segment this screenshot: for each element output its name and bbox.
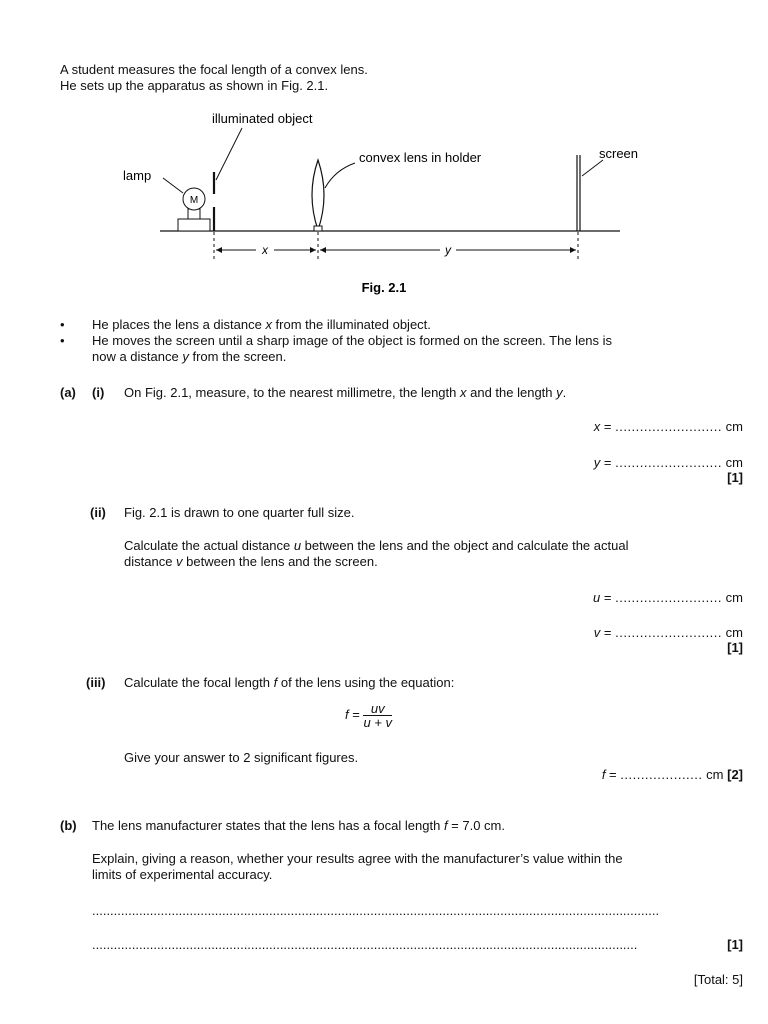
answer-y-field[interactable]: y = .......................... cm (593, 455, 743, 470)
answer-v-field[interactable]: v = .......................... cm (593, 625, 743, 640)
label-illuminated-object: illuminated object (212, 111, 313, 126)
dim-y-label: y (445, 243, 451, 257)
part-a-iii-label: (iii) (86, 675, 106, 690)
part-a-ii-question-2: Calculate the actual distance u between the lens and the object and calculate the actual (124, 538, 629, 553)
lamp-base (178, 219, 210, 231)
intro-line-2: He sets up the apparatus as shown in Fig. 2.1. (60, 78, 329, 93)
part-a-i-marks: [1] (727, 470, 743, 485)
answer-f-field[interactable]: f = .................... cm [2] (601, 767, 743, 782)
part-b-answer-line-1[interactable]: ............................................................................................................................................................. (92, 903, 660, 918)
bullet-2-line-1: He moves the screen until a sharp image of the object is formed on the screen. The lens is (92, 333, 613, 348)
dim-x-label: x (262, 243, 268, 257)
part-b-question-2: Explain, giving a reason, whether your results agree with the manufacturer’s value within the (92, 851, 623, 866)
label-convex-lens: convex lens in holder (359, 150, 482, 165)
dim-y-arrow-right (570, 247, 576, 253)
lens-pointer-line (325, 163, 355, 188)
bullet-1: He places the lens a distance x from the illuminated object. (92, 317, 431, 332)
part-a-ii-question-1: Fig. 2.1 is drawn to one quarter full size. (124, 505, 355, 520)
focal-length-equation: f = $\frac{uv}{u + v}$ (345, 701, 392, 730)
part-b-answer-line-2[interactable]: ....................................................................................................................................................... (92, 937, 638, 952)
total-marks: [Total: 5] (693, 972, 743, 987)
intro-line-1: A student measures the focal length of a convex lens. (60, 62, 368, 77)
bullet-dot-1: • (60, 317, 65, 332)
label-lamp: lamp (123, 168, 152, 183)
screen-pointer-line (582, 160, 603, 176)
part-b-marks: [1] (727, 937, 743, 952)
answer-x-field[interactable]: x = .......................... cm (593, 419, 743, 434)
part-b-question-1: The lens manufacturer states that the lens has a focal length f = 7.0 cm. (92, 818, 506, 833)
lens-holder (314, 226, 322, 231)
bullet-dot-2: • (60, 333, 65, 348)
apparatus-diagram (0, 100, 768, 300)
figure-caption: Fig. 2.1 (361, 280, 407, 295)
part-a-label: (a) (60, 385, 76, 400)
answer-u-field[interactable]: u = .......................... cm (593, 590, 743, 605)
part-a-ii-label: (ii) (90, 505, 106, 520)
part-a-iii-question: Calculate the focal length f of the lens using the equation: (124, 675, 455, 690)
dim-y-arrow-left (320, 247, 326, 253)
object-pointer-line (216, 128, 242, 180)
part-b-label: (b) (60, 818, 77, 833)
bulb-filament-label: M (189, 195, 199, 206)
part-a-ii-marks: [1] (727, 640, 743, 655)
convex-lens (312, 160, 324, 230)
part-a-ii-question-3: distance v between the lens and the screen. (124, 554, 378, 569)
label-screen: screen (599, 146, 639, 161)
part-a-i-label: (i) (92, 385, 105, 400)
dim-x-arrow-right (310, 247, 316, 253)
lamp-pointer-line (163, 178, 183, 193)
bullet-2-line-2: now a distance y from the screen. (92, 349, 287, 364)
part-a-iii-question-2: Give your answer to 2 significant figures. (124, 750, 359, 765)
dim-x-arrow-left (216, 247, 222, 253)
part-b-question-3: limits of experimental accuracy. (92, 867, 273, 882)
part-a-i-question: On Fig. 2.1, measure, to the nearest millimetre, the length x and the length y. (124, 385, 567, 400)
